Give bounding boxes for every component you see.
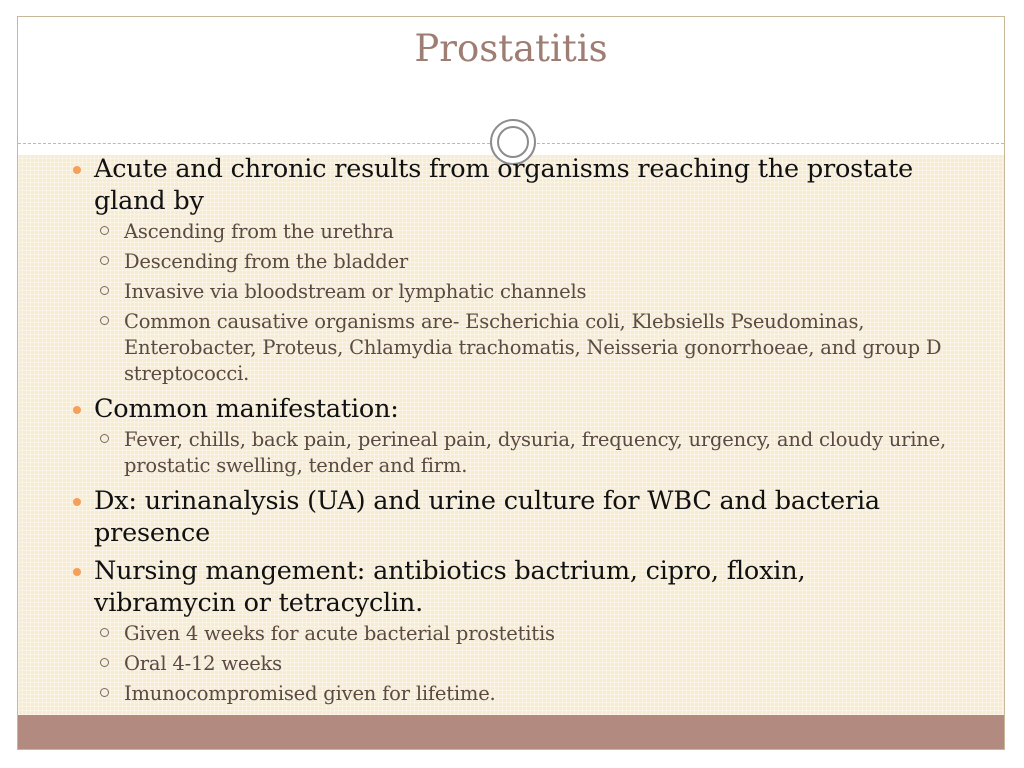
- sub-bullet-item: [124, 309, 952, 387]
- bullet-text: Dx: urinanalysis (UA) and urine culture for WBC and bacteria presence: [94, 486, 880, 548]
- sub-bullet-item: [124, 279, 952, 305]
- circle-bullet-icon: [100, 434, 109, 443]
- sub-bullet-item: [124, 621, 952, 647]
- sub-bullet-text: Given 4 weeks for acute bacterial prostetitis: [124, 622, 555, 645]
- circle-bullet-icon: [100, 286, 109, 295]
- slide-title: Prostatitis: [414, 27, 608, 70]
- bullet-dot-icon: [73, 568, 81, 576]
- sub-bullet-list: [94, 427, 952, 479]
- slide-content: [92, 153, 952, 713]
- sub-bullet-item: [124, 651, 952, 677]
- sub-bullet-text: Oral 4-12 weeks: [124, 652, 282, 675]
- bullet-text: Acute and chronic results from organisms reaching the prostate gland by: [94, 154, 913, 216]
- slide: [17, 16, 1005, 750]
- circle-bullet-icon: [100, 688, 109, 697]
- bullet-dot-icon: [73, 406, 81, 414]
- sub-bullet-text: Fever, chills, back pain, perineal pain, dysuria, frequency, urgency, and cloudy urine, prostatic swelling, tender and firm.: [124, 428, 946, 477]
- sub-bullet-item: [124, 427, 952, 479]
- bullet-item: [92, 393, 952, 479]
- circle-bullet-icon: [100, 226, 109, 235]
- sub-bullet-text: Ascending from the urethra: [124, 220, 394, 243]
- bullet-item: [92, 153, 952, 387]
- circle-bullet-icon: [100, 256, 109, 265]
- footer-bar: [18, 715, 1004, 750]
- sub-bullet-text: Descending from the bladder: [124, 250, 409, 273]
- bullet-item: [92, 555, 952, 707]
- sub-bullet-text: Invasive via bloodstream or lymphatic channels: [124, 280, 587, 303]
- sub-bullet-item: [124, 249, 952, 275]
- bullet-list: [92, 153, 952, 707]
- sub-bullet-list: [94, 621, 952, 707]
- bullet-dot-icon: [73, 498, 81, 506]
- circle-bullet-icon: [100, 628, 109, 637]
- bullet-text: Nursing mangement: antibiotics bactrium, cipro, floxin, vibramycin or tetracyclin.: [94, 556, 806, 618]
- sub-bullet-item: [124, 681, 952, 707]
- sub-bullet-item: [124, 219, 952, 245]
- bullet-dot-icon: [73, 166, 81, 174]
- circle-bullet-icon: [100, 316, 109, 325]
- bullet-text: Common manifestation:: [94, 394, 399, 424]
- sub-bullet-text: Common causative organisms are- Escherichia coli, Klebsiells Pseudominas, Enterobacter, Proteus, Chlamydia trachomatis, Neisseria gonorrhoeae, and group D streptococci.: [124, 310, 942, 385]
- sub-bullet-text: Imunocompromised given for lifetime.: [124, 682, 496, 705]
- sub-bullet-list: [94, 219, 952, 387]
- circle-bullet-icon: [100, 658, 109, 667]
- bullet-item: [92, 485, 952, 549]
